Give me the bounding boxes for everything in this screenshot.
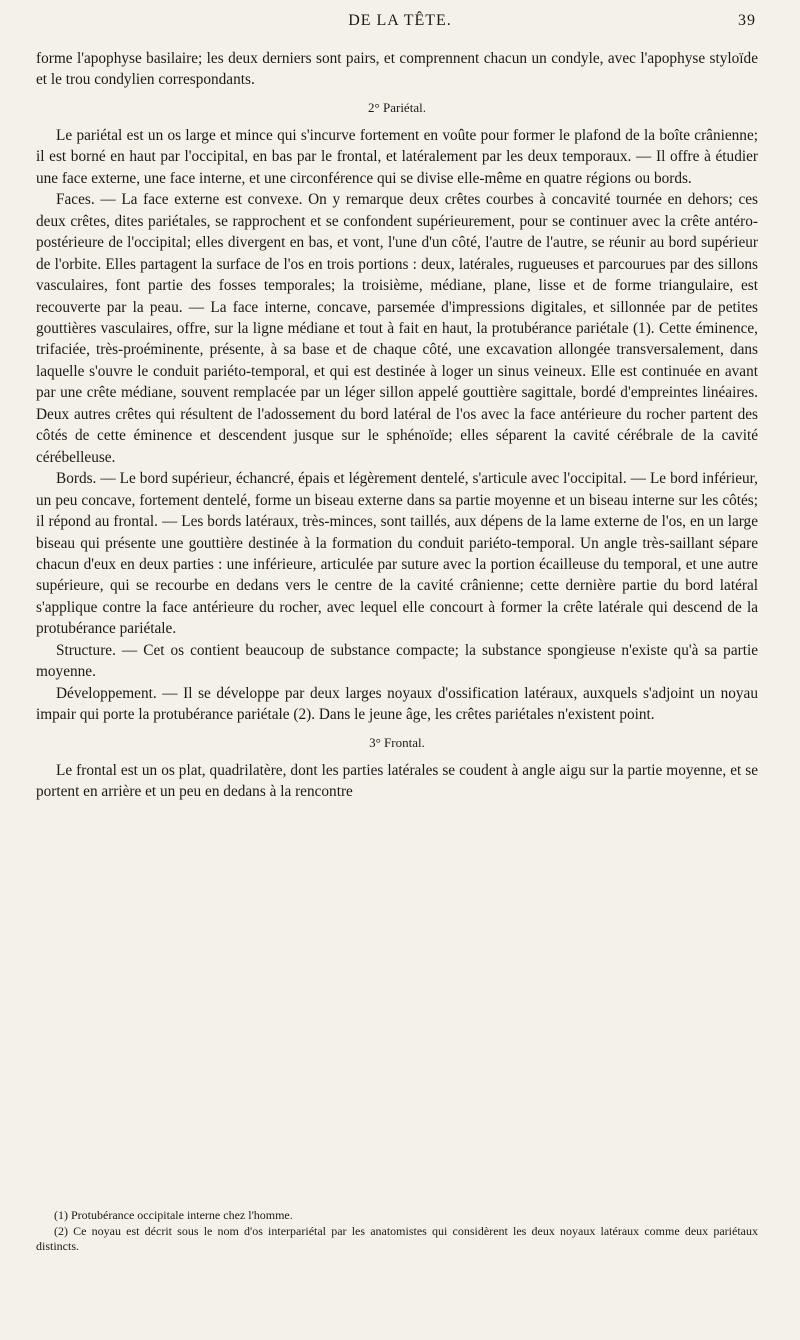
- parietal-paragraph-1: Le pariétal est un os large et mince qui s'incurve fortement en voûte pour former le plafond de la boîte crânienne; il est borné en haut par l'occipital, en bas par le frontal, et latéralement par les deux temporaux. — Il offre à étudier une face externe, une face interne, et une circonférence qui se divise elle-même en quatre régions ou bords.: [36, 126, 758, 187]
- parietal-bords-paragraph: Bords. — Le bord supérieur, échancré, épais et légèrement dentelé, s'articule avec l'occipital. — Le bord inférieur, un peu concave, fortement dentelé, forme un biseau externe dans sa partie moyenne et un biseau interne sur les côtés; il répond au frontal. — Les bords latéraux, très-minces, sont taillés, aux dépens de la lame externe de l'os, en un large biseau qui présente une gouttière destinée à la formation du conduit pariéto-temporal. Un angle très-saillant sépare chacun d'eux en deux parties : une inférieure, articulée par suture avec la portion écailleuse du temporal, et une autre supérieure, qui se recourbe en dedans vers le centre de la cavité crânienne; cette dernière partie du bord latéral s'applique contre la face antérieure du rocher, avec lequel elle concourt à former la crête latérale qui descend de la protubérance pariétale.: [36, 470, 758, 638]
- page-number: 39: [738, 12, 756, 29]
- section-heading-frontal: 3° Frontal.: [369, 734, 425, 750]
- parietal-development-paragraph: Développement. — Il se développe par deux larges noyaux d'ossification latéraux, auxquels s'adjoint un noyau impair qui porte la protubérance pariétale (2). Dans le jeune âge, les crêtes pariétales n'existent point.: [36, 684, 758, 724]
- footnote-2: (2) Ce noyau est décrit sous le nom d'os interpariétal par les anatomistes qui considèrent les deux noyaux latéraux comme deux pariétaux distincts.: [36, 1223, 758, 1253]
- main-text: [36, 48, 758, 803]
- intro-paragraph: forme l'apophyse basilaire; les deux derniers sont pairs, et comprennent chacun un condyle, avec l'apophyse styloïde et le trou condylien correspondants.: [36, 50, 758, 89]
- footnotes: [36, 1208, 758, 1255]
- frontal-paragraph-1: Le frontal est un os plat, quadrilatère, dont les parties latérales se coudent à angle aigu sur la partie moyenne, et se portent en arrière et un peu en dedans à la rencontre: [36, 761, 758, 801]
- section-heading-parietal: 2° Pariétal.: [368, 99, 426, 115]
- footnote-1: (1) Protubérance occipitale interne chez l'homme.: [54, 1208, 293, 1222]
- parietal-structure-paragraph: Structure. — Cet os contient beaucoup de substance compacte; la substance spongieuse n'existe qu'à sa partie moyenne.: [36, 641, 758, 681]
- running-title: DE LA TÊTE.: [348, 12, 452, 29]
- running-header: [0, 12, 800, 34]
- parietal-faces-paragraph: Faces. — La face externe est convexe. On y remarque deux crêtes courbes à concavité tournée en dehors; ces deux crêtes, dites pariétales, se rapprochent et se confondent supérieurement, pour se continuer avec la crête antéro-postérieure de l'occipital; elles divergent en bas, et vont, l'une d'un côté, l'autre de l'autre, se réunir au bord supérieur de l'orbite. Elles partagent la surface de l'os en trois portions : deux, latérales, rugueuses et parcourues par des sillons vasculaires, font partie des fosses temporales; la troisième, médiane, plane, lisse et de forme triangulaire, est recouverte par la peau. — La face interne, concave, parsemée d'impressions digitales, et sillonnée par de petites gouttières vasculaires, offre, sur la ligne médiane et tout à fait en haut, la protubérance pariétale (1). Cette éminence, trifaciée, très-proéminente, présente, à sa base et de chaque côté, une excavation allongée transversalement, dans laquelle s'ouvre le conduit pariéto-temporal, et qui est destinée à loger un sinus veineux. Elle est continuée en avant par une crête médiane, souvent remplacée par un léger sillon appelé gouttière sagittale, bordé d'empreintes linéaires. Deux autres crêtes qui résultent de l'adossement du bord latéral de l'os avec la face antérieure du rocher partent des côtés de cette éminence et descendent jusque sur le sphénoïde; elles séparent la cavité cérébrale de la cavité cérébelleuse.: [36, 191, 758, 466]
